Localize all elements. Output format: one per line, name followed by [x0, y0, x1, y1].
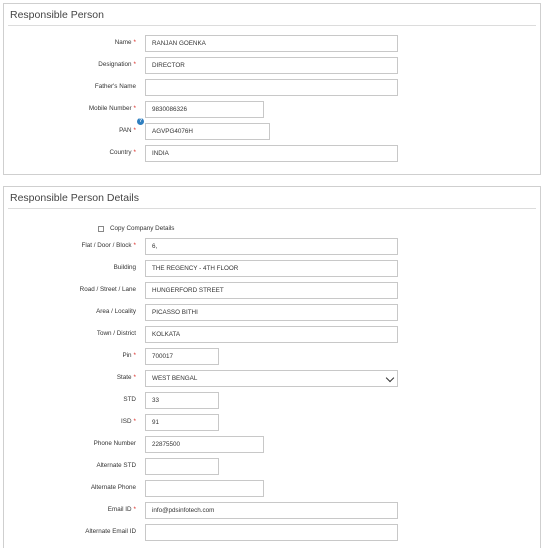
town-input[interactable]: KOLKATA: [145, 326, 398, 343]
country-label: Country *: [109, 149, 136, 156]
pan-row: [4, 118, 540, 141]
state-select[interactable]: [145, 370, 398, 387]
phone-row: [4, 436, 540, 454]
divider: [8, 25, 536, 26]
father-name-row: [4, 79, 540, 97]
father-name-input[interactable]: [145, 79, 398, 96]
help-icon[interactable]: ?: [138, 118, 143, 124]
responsible-person-panel: [3, 3, 541, 175]
building-input[interactable]: THE REGENCY - 4TH FLOOR: [145, 260, 398, 277]
mobile-row: [4, 101, 540, 119]
road-label: Road / Street / Lane: [79, 286, 136, 293]
designation-row: [4, 57, 540, 75]
responsible-person-details-panel: [3, 186, 541, 548]
alt-std-label: Alternate STD: [96, 462, 136, 469]
isd-row: [4, 414, 540, 432]
isd-label: ISD *: [121, 418, 136, 425]
building-label: Building: [113, 264, 136, 271]
alt-email-label: Alternate Email ID: [85, 528, 136, 535]
flat-row: [4, 238, 540, 256]
std-row: [4, 392, 540, 410]
name-label: Name *: [114, 39, 136, 46]
copy-company-details-label: Copy Company Details: [110, 225, 175, 232]
building-row: [4, 260, 540, 278]
std-label: STD: [123, 396, 136, 403]
flat-label: Flat / Door / Block *: [81, 242, 136, 249]
country-row: [4, 145, 540, 163]
email-label: Email ID *: [107, 506, 136, 513]
state-row: [4, 370, 540, 388]
designation-input[interactable]: DIRECTOR: [145, 57, 398, 74]
divider: [8, 208, 536, 209]
mobile-label: Mobile Number *: [88, 105, 136, 112]
phone-label: Phone Number: [93, 440, 136, 447]
copy-company-details-checkbox[interactable]: [98, 226, 104, 232]
father-name-label: Father's Name: [94, 83, 136, 90]
area-input[interactable]: PICASSO BITHI: [145, 304, 398, 321]
email-row: [4, 502, 540, 520]
pan-input[interactable]: AGVPG4076H: [145, 123, 270, 140]
name-row: [4, 35, 540, 53]
alt-std-input[interactable]: [145, 458, 219, 475]
alt-phone-input[interactable]: [145, 480, 264, 497]
flat-input[interactable]: 6,: [145, 238, 398, 255]
panel-title: Responsible Person: [10, 9, 104, 21]
alt-email-input[interactable]: [145, 524, 398, 541]
pin-input[interactable]: 700017: [145, 348, 219, 365]
phone-input[interactable]: 22875500: [145, 436, 264, 453]
area-row: [4, 304, 540, 322]
town-label: Town / District: [96, 330, 136, 337]
town-row: [4, 326, 540, 344]
name-input[interactable]: RANJAN GOENKA: [145, 35, 398, 52]
pan-label: PAN *: [119, 127, 136, 134]
road-row: [4, 282, 540, 300]
pin-row: [4, 348, 540, 366]
panel-title: Responsible Person Details: [10, 192, 139, 204]
alt-std-row: [4, 458, 540, 476]
alt-phone-row: [4, 480, 540, 498]
alt-email-row: [4, 524, 540, 542]
std-input[interactable]: 33: [145, 392, 219, 409]
isd-input[interactable]: 91: [145, 414, 219, 431]
designation-label: Designation *: [98, 61, 136, 68]
email-input[interactable]: info@pdsinfotech.com: [145, 502, 398, 519]
area-label: Area / Locality: [96, 308, 136, 315]
pin-label: Pin *: [122, 352, 136, 359]
road-input[interactable]: HUNGERFORD STREET: [145, 282, 398, 299]
mobile-input[interactable]: 9830086326: [145, 101, 264, 118]
state-label: State *: [116, 374, 136, 381]
chevron-down-icon: [386, 374, 394, 382]
state-select-value: WEST BENGAL: [152, 375, 198, 382]
alt-phone-label: Alternate Phone: [90, 484, 136, 491]
country-input[interactable]: INDIA: [145, 145, 398, 162]
